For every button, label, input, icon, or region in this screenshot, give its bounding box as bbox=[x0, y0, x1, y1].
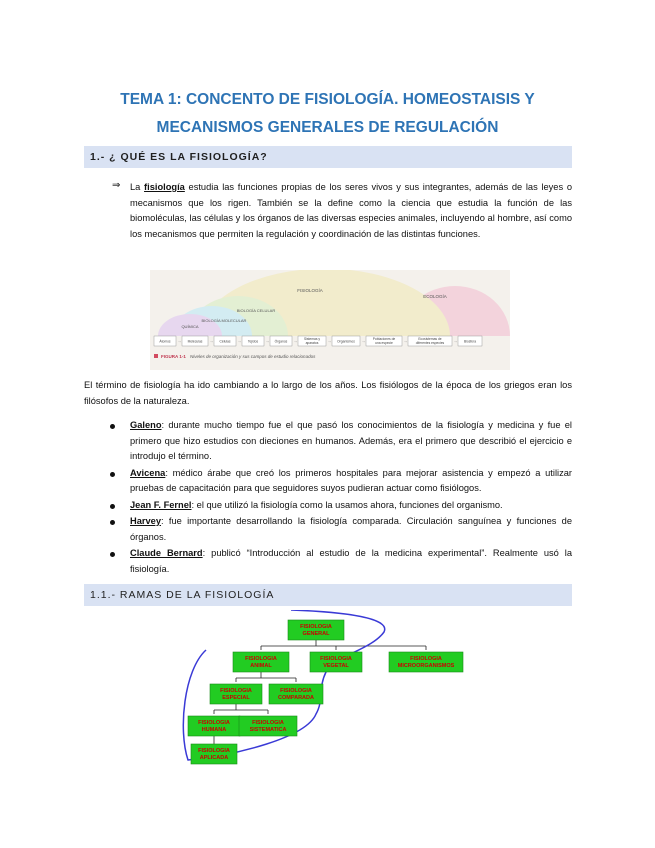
document-title bbox=[60, 86, 595, 142]
bullet-icon bbox=[110, 504, 115, 509]
section-heading-1 bbox=[84, 146, 572, 168]
tree-node-micro bbox=[389, 652, 463, 672]
level-arrow-icon: → bbox=[209, 338, 214, 344]
tree-node-general bbox=[288, 620, 344, 640]
physiology-branches-tree bbox=[176, 610, 486, 775]
section-heading-2 bbox=[84, 584, 572, 606]
history-paragraph: El término de fisiología ha ido cambiando a lo largo de los años. Los fisiólogos de la época de los griegos eran los filósofos de la naturaleza. bbox=[84, 380, 572, 406]
level-box bbox=[242, 336, 264, 346]
bullet-sep: : bbox=[202, 548, 212, 558]
bullet-name: Galeno bbox=[130, 420, 162, 430]
list-item bbox=[110, 418, 572, 465]
tree-node-label: VEGETAL bbox=[323, 663, 349, 669]
bullet-sep: : bbox=[161, 516, 169, 526]
level-box bbox=[458, 336, 482, 346]
level-label: diferentes especies bbox=[415, 341, 445, 345]
bullet-name: Jean F. Fernel bbox=[130, 499, 192, 510]
level-box bbox=[332, 336, 360, 346]
figure-caption-label: FIGURA 1-1 bbox=[161, 354, 186, 359]
tree-node-label: SISTEMATICA bbox=[249, 727, 287, 733]
tree-node-label: FISIOLOGIA bbox=[280, 688, 312, 694]
bullet-icon bbox=[110, 424, 115, 429]
tree-node-aplicada bbox=[191, 744, 237, 764]
level-arrow-icon: → bbox=[327, 338, 332, 344]
tree-node-label: HUMANA bbox=[201, 727, 227, 733]
tree-node-animal bbox=[233, 652, 289, 672]
tree-node-label: FISIOLOGIA bbox=[410, 656, 442, 662]
title-line-2: MECANISMOS GENERALES DE REGULACIÓN bbox=[156, 119, 499, 136]
organization-levels-figure bbox=[150, 270, 510, 370]
list-item bbox=[110, 466, 572, 497]
section-heading-2-text: 1.1.- RAMAS DE LA FISIOLOGÍA bbox=[90, 589, 275, 601]
list-item bbox=[110, 514, 572, 545]
level-label: Sistemas y bbox=[303, 337, 321, 341]
tree-node-sistematica bbox=[239, 716, 297, 736]
definition-rest: estudia las funciones propias de los seres vivos y sus integrantes, además de las leyes o mecanismos que los rigen. También se la define como la ciencia que estudia la función de las biomoléculas, las células y los órganos de las diversas especies animales, incluyendo al hombre, así como los mecanismos que permiten la regulación y coordinación de las distintas funciones. bbox=[130, 182, 572, 239]
bullet-text: médico árabe que creó los primeros hospitales para mejorar asistencia y empezó a utilizar pruebas de capacitación para que seguidores suyos pudieran actuar como fisiólogos. bbox=[130, 467, 572, 493]
level-box bbox=[214, 336, 236, 346]
bullet-name: Avicena bbox=[130, 467, 166, 478]
tree-node-label: FISIOLOGIA bbox=[300, 624, 332, 630]
level-label: Átomos bbox=[159, 339, 171, 344]
physiologists-list bbox=[110, 418, 572, 578]
bullet-name: Harvey bbox=[130, 516, 162, 526]
level-label: Organismos bbox=[337, 339, 355, 344]
tree-node-label: FISIOLOGIA bbox=[220, 688, 252, 694]
bullet-icon bbox=[110, 472, 115, 477]
level-arrow-icon: → bbox=[293, 338, 298, 344]
bullet-sep: : bbox=[165, 467, 173, 478]
tree-nodes bbox=[188, 620, 463, 764]
tree-node-especial bbox=[210, 684, 262, 704]
bullet-text: publicó “Introducción al estudio de la medicina experimental”. Realmente usó la fisiología. bbox=[130, 548, 573, 574]
level-label: Tejidos bbox=[247, 339, 259, 344]
definition-text bbox=[130, 180, 572, 242]
tree-node-humana bbox=[188, 716, 240, 736]
bullet-icon bbox=[110, 520, 115, 525]
arc-label-biologia-celular: BIOLOGÍA CELULAR bbox=[236, 308, 276, 313]
arc-label-biologia-molecular: BIOLOGÍA MOLECULAR bbox=[201, 318, 247, 323]
tree-node-label: FISIOLOGIA bbox=[245, 656, 277, 662]
tree-node-vegetal bbox=[310, 652, 362, 672]
tree-node-label: COMPARADA bbox=[278, 695, 314, 701]
title-line-1: TEMA 1: CONCENTO DE FISIOLOGÍA. HOMEOSTAISIS Y bbox=[120, 91, 535, 108]
bullet-icon bbox=[110, 552, 115, 557]
bullet-text: durante mucho tiempo fue el que pasó los conocimientos de la fisiología y medicina y fue el primero que hizo estudios con dieciones en humanos. Además, era el primero que describió el ejercicio e introdujo el término. bbox=[130, 420, 572, 461]
level-label: Poblaciones de bbox=[372, 337, 396, 341]
bullet-text: el que utilizó la fisiología como la usamos ahora, funciones del organismo. bbox=[196, 499, 503, 510]
tree-node-label: MICROORGANISMOS bbox=[397, 663, 455, 669]
level-box bbox=[298, 336, 326, 346]
level-arrow-icon: → bbox=[237, 338, 242, 344]
level-label: aparatos bbox=[305, 341, 319, 345]
level-arrow-icon: → bbox=[265, 338, 270, 344]
definition-paragraph bbox=[112, 180, 572, 242]
level-label: Biosfera bbox=[463, 339, 477, 344]
tree-node-comparada bbox=[269, 684, 323, 704]
arc-label-quimica: QUÍMICA bbox=[181, 324, 199, 329]
level-label: Células bbox=[219, 339, 231, 344]
section-heading-1-text: 1.- ¿ QUÉ ES LA FISIOLOGÍA? bbox=[90, 151, 268, 163]
tree-node-label: ESPECIAL bbox=[222, 695, 250, 701]
list-item bbox=[110, 546, 572, 577]
definition-term: fisiología bbox=[144, 182, 185, 192]
arc-label-ecologia: ECOLOGÍA bbox=[423, 294, 447, 299]
level-box bbox=[408, 336, 452, 346]
tree-node-label: GENERAL bbox=[302, 631, 330, 637]
tree-node-label: FISIOLOGIA bbox=[198, 720, 230, 726]
figure-caption: Niveles de organización y sus campos de estudio relacionados bbox=[190, 354, 316, 359]
tree-node-label: FISIOLOGIA bbox=[320, 656, 352, 662]
bullet-sep: : bbox=[191, 499, 197, 510]
tree-node-label: FISIOLOGIA bbox=[252, 720, 284, 726]
level-label: Órganos bbox=[274, 339, 288, 344]
bullet-sep: : bbox=[161, 420, 169, 430]
bullet-name: Claude Bernard bbox=[130, 548, 203, 558]
arc-label-fisiologia: FISIOLOGÍA bbox=[297, 288, 323, 293]
bullet-text: fue importante desarrollando la fisiología comparada. Circulación sanguínea y funciones de órganos. bbox=[130, 516, 572, 542]
level-arrow-icon: → bbox=[453, 338, 458, 344]
level-box bbox=[270, 336, 292, 346]
list-item bbox=[110, 498, 572, 514]
level-label: Moléculas bbox=[187, 339, 203, 344]
level-box bbox=[154, 336, 176, 346]
level-label: Ecosistemas de bbox=[418, 337, 442, 341]
definition-pre: La bbox=[130, 182, 145, 192]
tree-node-label: APLICADA bbox=[199, 755, 229, 761]
level-arrow-icon: → bbox=[403, 338, 408, 344]
caption-marker bbox=[154, 354, 158, 358]
tree-node-label: ANIMAL bbox=[250, 663, 272, 669]
level-box bbox=[366, 336, 402, 346]
level-box bbox=[182, 336, 208, 346]
level-arrow-icon: → bbox=[177, 338, 182, 344]
level-arrow-icon: → bbox=[361, 338, 366, 344]
levels-row bbox=[154, 336, 482, 346]
arrow-bullet-icon: ⇒ bbox=[112, 180, 121, 191]
tree-node-label: FISIOLOGIA bbox=[198, 748, 230, 754]
level-label: una especie bbox=[375, 341, 393, 345]
